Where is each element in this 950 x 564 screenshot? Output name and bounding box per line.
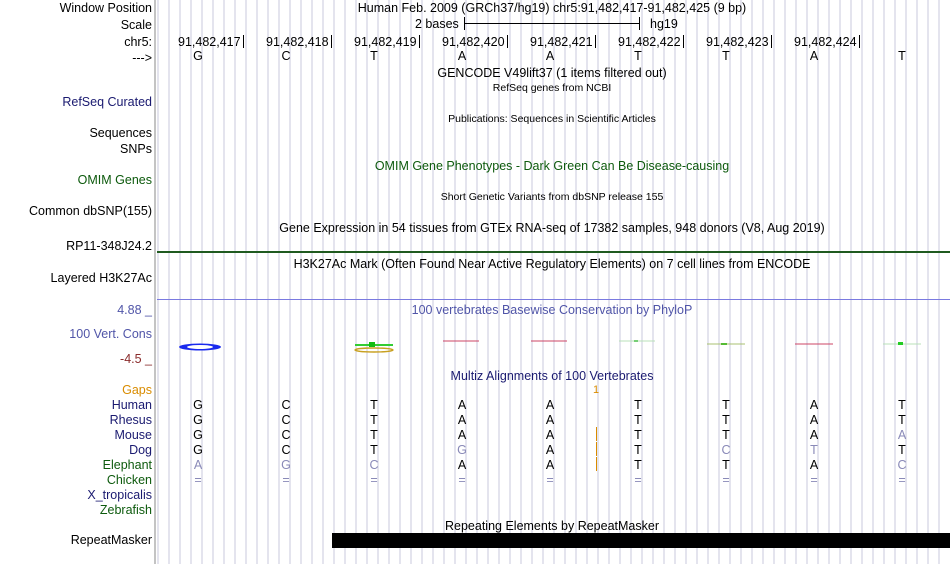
- alignment-base: =: [634, 473, 642, 487]
- alignment-base: C: [281, 443, 291, 457]
- alignment-base: T: [722, 428, 730, 442]
- sequence-base: G: [193, 49, 203, 63]
- species-label[interactable]: Dog: [129, 443, 152, 457]
- alignment-base: G: [281, 458, 291, 472]
- alignment-base: T: [634, 428, 642, 442]
- alignment-base: G: [457, 443, 467, 457]
- species-label[interactable]: X_tropicalis: [87, 488, 152, 502]
- sequence-base: T: [722, 49, 730, 63]
- sequence-base: T: [370, 49, 378, 63]
- alignment-base: T: [634, 443, 642, 457]
- alignment-base: T: [898, 398, 906, 412]
- phylop-track-label[interactable]: 100 Vert. Cons: [69, 327, 152, 341]
- alignment-base: T: [634, 413, 642, 427]
- scale-label[interactable]: Scale: [120, 18, 152, 32]
- alignment-base: A: [545, 443, 555, 457]
- position-tick-mark: [771, 35, 772, 48]
- gtex-track-title[interactable]: Gene Expression in 54 tissues from GTEx RNA-seq of 17382 samples, 948 donors (V8, Aug 2019): [279, 221, 825, 235]
- alignment-base: T: [634, 398, 642, 412]
- common-dbsnp-label[interactable]: Common dbSNP(155): [29, 204, 152, 218]
- sequence-base: A: [809, 49, 819, 63]
- dbsnp-track-title[interactable]: Short Genetic Variants from dbSNP release 155: [440, 191, 664, 203]
- species-label[interactable]: Chicken: [106, 473, 152, 487]
- alignment-base: A: [457, 458, 467, 472]
- alignment-base: A: [193, 458, 203, 472]
- position-tick-mark: [243, 35, 244, 48]
- alignment-base: A: [545, 413, 555, 427]
- alignment-base: A: [545, 428, 555, 442]
- alignment-base: C: [721, 443, 731, 457]
- species-label[interactable]: Zebrafish: [99, 503, 152, 517]
- sequence-base: T: [898, 49, 906, 63]
- alignment-base: A: [809, 428, 819, 442]
- gencode-track-title[interactable]: GENCODE V49lift37 (1 items filtered out): [437, 66, 667, 80]
- species-label[interactable]: Mouse: [114, 428, 152, 442]
- alignment-base: =: [282, 473, 290, 487]
- gaps-label[interactable]: Gaps: [122, 383, 152, 397]
- alignment-base: C: [281, 428, 291, 442]
- alignment-base: A: [809, 413, 819, 427]
- alignment-base: A: [897, 428, 907, 442]
- position-tick-mark: [419, 35, 420, 48]
- alignment-base: T: [722, 398, 730, 412]
- alignment-base: T: [370, 413, 378, 427]
- alignment-base: G: [193, 443, 203, 457]
- multiz-track-title[interactable]: Multiz Alignments of 100 Vertebrates: [450, 369, 654, 383]
- position-tick-label: 91,482,421: [530, 35, 593, 49]
- alignment-base: A: [809, 458, 819, 472]
- position-tick-mark: [331, 35, 332, 48]
- gap-count: 1: [592, 384, 600, 396]
- snps-label[interactable]: SNPs: [120, 142, 152, 156]
- sequence-base: A: [545, 49, 555, 63]
- alignment-base: T: [898, 443, 906, 457]
- h3k27ac-track-title[interactable]: H3K27Ac Mark (Often Found Near Active Regulatory Elements) on 7 cell lines from ENCODE: [293, 257, 811, 271]
- position-tick-label: 91,482,422: [618, 35, 681, 49]
- h3k27ac-baseline: [157, 299, 950, 300]
- alignment-base: A: [545, 458, 555, 472]
- alignment-base: T: [370, 428, 378, 442]
- position-tick-mark: [859, 35, 860, 48]
- alignment-base: T: [810, 443, 818, 457]
- alignment-base: C: [281, 413, 291, 427]
- insertion-mark[interactable]: [596, 457, 597, 471]
- position-tick-mark: [507, 35, 508, 48]
- publications-track-title[interactable]: Publications: Sequences in Scientific Articles: [448, 113, 656, 125]
- phylop-min-label: -4.5 _: [120, 352, 152, 366]
- alignment-base: A: [545, 398, 555, 412]
- alignment-base: T: [370, 398, 378, 412]
- alignment-base: =: [370, 473, 378, 487]
- insertion-mark[interactable]: [596, 442, 597, 456]
- alignment-base: =: [546, 473, 554, 487]
- alignment-base: =: [722, 473, 730, 487]
- sequence-base: T: [634, 49, 642, 63]
- alignment-base: =: [810, 473, 818, 487]
- phylop-conservation-graph[interactable]: [157, 334, 950, 356]
- species-label[interactable]: Human: [111, 398, 152, 412]
- alignment-base: A: [457, 413, 467, 427]
- repeatmasker-track-title[interactable]: Repeating Elements by RepeatMasker: [444, 519, 660, 533]
- position-tick-label: 91,482,420: [442, 35, 505, 49]
- sequence-base: A: [457, 49, 467, 63]
- alignment-base: A: [457, 398, 467, 412]
- alignment-base: =: [458, 473, 466, 487]
- alignment-base: C: [281, 398, 291, 412]
- alignment-base: A: [809, 398, 819, 412]
- alignment-base: =: [194, 473, 202, 487]
- sequences-label[interactable]: Sequences: [89, 126, 152, 140]
- sequence-logo-g-icon: [179, 344, 221, 351]
- omim-genes-label[interactable]: OMIM Genes: [77, 173, 152, 187]
- gtex-gene-line[interactable]: [157, 251, 950, 253]
- position-tick-label: 91,482,424: [794, 35, 857, 49]
- position-tick-mark: [683, 35, 684, 48]
- alignment-base: =: [898, 473, 906, 487]
- scale-bar: [464, 17, 640, 30]
- phylop-max-label: 4.88 _: [117, 303, 152, 317]
- species-label[interactable]: Rhesus: [109, 413, 152, 427]
- species-label[interactable]: Elephant: [102, 458, 152, 472]
- sequence-base: C: [281, 49, 291, 63]
- alignment-base: G: [193, 413, 203, 427]
- strand-label[interactable]: --->: [132, 51, 152, 65]
- sequence-logo-t-icon: [355, 342, 393, 352]
- alignment-base: T: [898, 413, 906, 427]
- repeatmasker-element-bar[interactable]: [332, 533, 950, 548]
- alignment-base: T: [634, 458, 642, 472]
- phylop-track-title[interactable]: 100 vertebrates Basewise Conservation by PhyloP: [411, 303, 693, 317]
- omim-track-title[interactable]: OMIM Gene Phenotypes - Dark Green Can Be Disease-causing: [374, 159, 730, 173]
- insertion-mark[interactable]: [596, 427, 597, 441]
- scale-left-text: 2 bases: [415, 17, 459, 31]
- alignment-base: G: [193, 398, 203, 412]
- alignment-base: C: [369, 458, 379, 472]
- chrom-label[interactable]: chr5:: [124, 35, 152, 49]
- window-position-label[interactable]: Window Position: [59, 1, 152, 15]
- alignment-base: A: [457, 428, 467, 442]
- alignment-base: C: [897, 458, 907, 472]
- assembly-position-text: Human Feb. 2009 (GRCh37/hg19) chr5:91,482,417-91,482,425 (9 bp): [357, 1, 747, 15]
- layered-h3k27ac-label[interactable]: Layered H3K27Ac: [50, 271, 152, 285]
- position-tick-mark: [595, 35, 596, 48]
- refseq-curated-label[interactable]: RefSeq Curated: [62, 95, 152, 109]
- position-tick-label: 91,482,417: [178, 35, 241, 49]
- scale-right-text: hg19: [650, 17, 678, 31]
- alignment-base: T: [722, 413, 730, 427]
- gtex-gene-label[interactable]: RP11-348J24.2: [66, 239, 152, 253]
- alignment-base: G: [193, 428, 203, 442]
- position-tick-label: 91,482,423: [706, 35, 769, 49]
- alignment-base: T: [722, 458, 730, 472]
- refseq-track-title[interactable]: RefSeq genes from NCBI: [492, 82, 612, 94]
- position-tick-label: 91,482,418: [266, 35, 329, 49]
- repeatmasker-label[interactable]: RepeatMasker: [70, 533, 152, 547]
- alignment-base: T: [370, 443, 378, 457]
- position-tick-label: 91,482,419: [354, 35, 417, 49]
